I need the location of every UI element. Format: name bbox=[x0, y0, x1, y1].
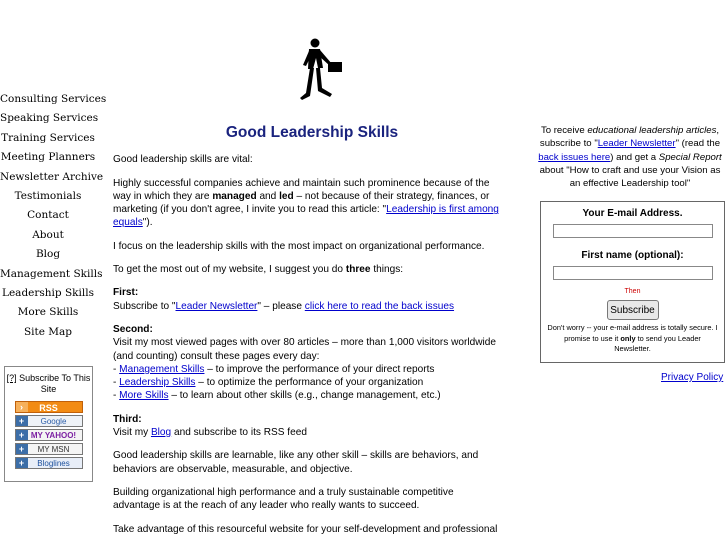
nav-item-training-services[interactable]: Training Services bbox=[1, 131, 95, 144]
back-issues-link[interactable]: click here to read the back issues bbox=[304, 300, 455, 312]
first-section: First: Subscribe to "Leader Newsletter" – please click here to read the back issues bbox=[113, 287, 455, 312]
nav-item-contact[interactable]: Contact bbox=[27, 209, 69, 222]
my-msn-button[interactable] bbox=[15, 443, 83, 455]
subscribe-box bbox=[4, 366, 93, 482]
subscribe-box-text: Subscribe To This Site bbox=[19, 373, 91, 394]
plus-icon: + bbox=[16, 458, 28, 468]
nav-item-newsletter-archive[interactable]: Newsletter Archive bbox=[0, 170, 104, 183]
second-heading: Second: bbox=[113, 323, 153, 335]
email-field[interactable] bbox=[553, 224, 713, 238]
right-back-issues-link[interactable]: back issues here bbox=[538, 151, 611, 163]
email-label: Your E-mail Address. bbox=[582, 208, 683, 219]
rss-label: RSS bbox=[39, 403, 58, 413]
nav-item-speaking-services[interactable]: Speaking Services bbox=[0, 112, 99, 125]
three-things-paragraph: To get the most out of my website, I suggest you do three things: bbox=[113, 264, 404, 276]
plus-icon: + bbox=[16, 416, 28, 426]
yahoo-label: MY YAHOO! bbox=[30, 431, 77, 440]
google-label: Google bbox=[40, 417, 67, 426]
msn-label: MY MSN bbox=[37, 445, 70, 454]
leadership-skills-link[interactable]: Leadership Skills bbox=[119, 377, 196, 389]
then-label: Then bbox=[624, 288, 641, 295]
rss-plus-icon: › bbox=[16, 402, 28, 412]
plus-icon: + bbox=[16, 444, 28, 454]
first-name-field[interactable] bbox=[553, 266, 713, 280]
focus-paragraph: I focus on the leadership skills with the most impact on organizational performance. bbox=[113, 240, 485, 252]
companies-paragraph: Highly successful companies achieve and maintain such prominence because of the way in which they are managed and led – not because of their strategy, finances, or marketing (if you don't agree, I invite you to read this article: "Leadership is first among equals"). bbox=[113, 177, 499, 229]
nav-item-blog[interactable]: Blog bbox=[35, 248, 61, 261]
google-button[interactable] bbox=[15, 415, 83, 427]
left-nav bbox=[0, 90, 107, 342]
plus-icon: + bbox=[16, 430, 28, 440]
feed-badges bbox=[5, 401, 92, 469]
second-section: Second: Visit my most viewed pages with over 80 articles – more than 1,000 visitors worldwide (and counting) consult these pages every day: - Management Skills – to improve the performance of your direct reports - Leadership Skills – to optimize the performance of your organization - More Skills – to learn about other skills (e.g., change management, etc.) bbox=[113, 323, 496, 402]
nav-item-more-skills[interactable]: More Skills bbox=[17, 306, 79, 319]
privacy-policy-link[interactable]: Privacy Policy bbox=[661, 372, 724, 383]
take-advantage-paragraph: Take advantage of this resourceful website for your self-development and professional bbox=[113, 523, 498, 535]
nav-item-leadership-skills[interactable]: Leadership Skills bbox=[2, 286, 94, 299]
privacy-disclaimer: Don't worry -- your e-mail address is totally secure. I promise to use it only to send you Leader Newsletter. bbox=[547, 323, 718, 353]
leader-newsletter-link[interactable]: Leader Newsletter bbox=[175, 300, 258, 312]
subscribe-box-header bbox=[5, 373, 92, 395]
high-performance-paragraph: Building organizational high performance and a truly sustainable competitive advantage is at the reach of any leader who really wants to succeed. bbox=[113, 486, 454, 512]
newsletter-signup-form bbox=[540, 201, 725, 363]
learnable-paragraph: Good leadership skills are learnable, like any other skill – skills are behaviors, and behaviors are observable, measurable, and objective. bbox=[113, 450, 479, 475]
third-heading: Third: bbox=[113, 413, 142, 425]
management-skills-link[interactable]: Management Skills bbox=[119, 363, 205, 375]
nav-item-management-skills[interactable]: Management Skills bbox=[0, 267, 103, 280]
nav-item-about[interactable]: About bbox=[32, 228, 64, 241]
right-leader-newsletter-link[interactable]: Leader Newsletter bbox=[597, 138, 676, 150]
first-among-equals-link[interactable]: Leadership is first among equals bbox=[113, 204, 499, 229]
bloglines-label: Bloglines bbox=[37, 459, 70, 468]
nav-item-testimonials[interactable]: Testimonials bbox=[14, 189, 82, 202]
blog-link[interactable]: Blog bbox=[150, 427, 172, 439]
rss-button[interactable] bbox=[15, 401, 83, 413]
newsletter-promo: To receive educational leadership articles, subscribe to "Leader Newsletter" (read the back issues here) and get a Special Report about "How to craft and use your Vision as an effective Leadership tool" bbox=[538, 125, 722, 190]
nav-item-meeting-planners[interactable]: Meeting Planners bbox=[0, 151, 96, 164]
main-content bbox=[113, 120, 503, 546]
first-heading: First: bbox=[113, 287, 139, 299]
first-name-label: First name (optional): bbox=[581, 250, 684, 261]
businessman-logo bbox=[296, 38, 346, 102]
nav-item-consulting-services[interactable]: Consulting Services bbox=[0, 93, 107, 105]
help-link[interactable]: [?] bbox=[6, 373, 17, 383]
intro-paragraph: Good leadership skills are vital: bbox=[113, 154, 253, 166]
bloglines-button[interactable] bbox=[15, 457, 83, 469]
my-yahoo-button[interactable] bbox=[15, 429, 83, 441]
nav-item-site-map[interactable]: Site Map bbox=[23, 325, 73, 338]
page-title: Good Leadership Skills bbox=[225, 124, 399, 141]
more-skills-link[interactable]: More Skills bbox=[119, 390, 169, 402]
third-section: Third: Visit my Blog and subscribe to its RSS feed bbox=[113, 413, 307, 439]
subscribe-button[interactable]: Subscribe bbox=[607, 300, 659, 320]
